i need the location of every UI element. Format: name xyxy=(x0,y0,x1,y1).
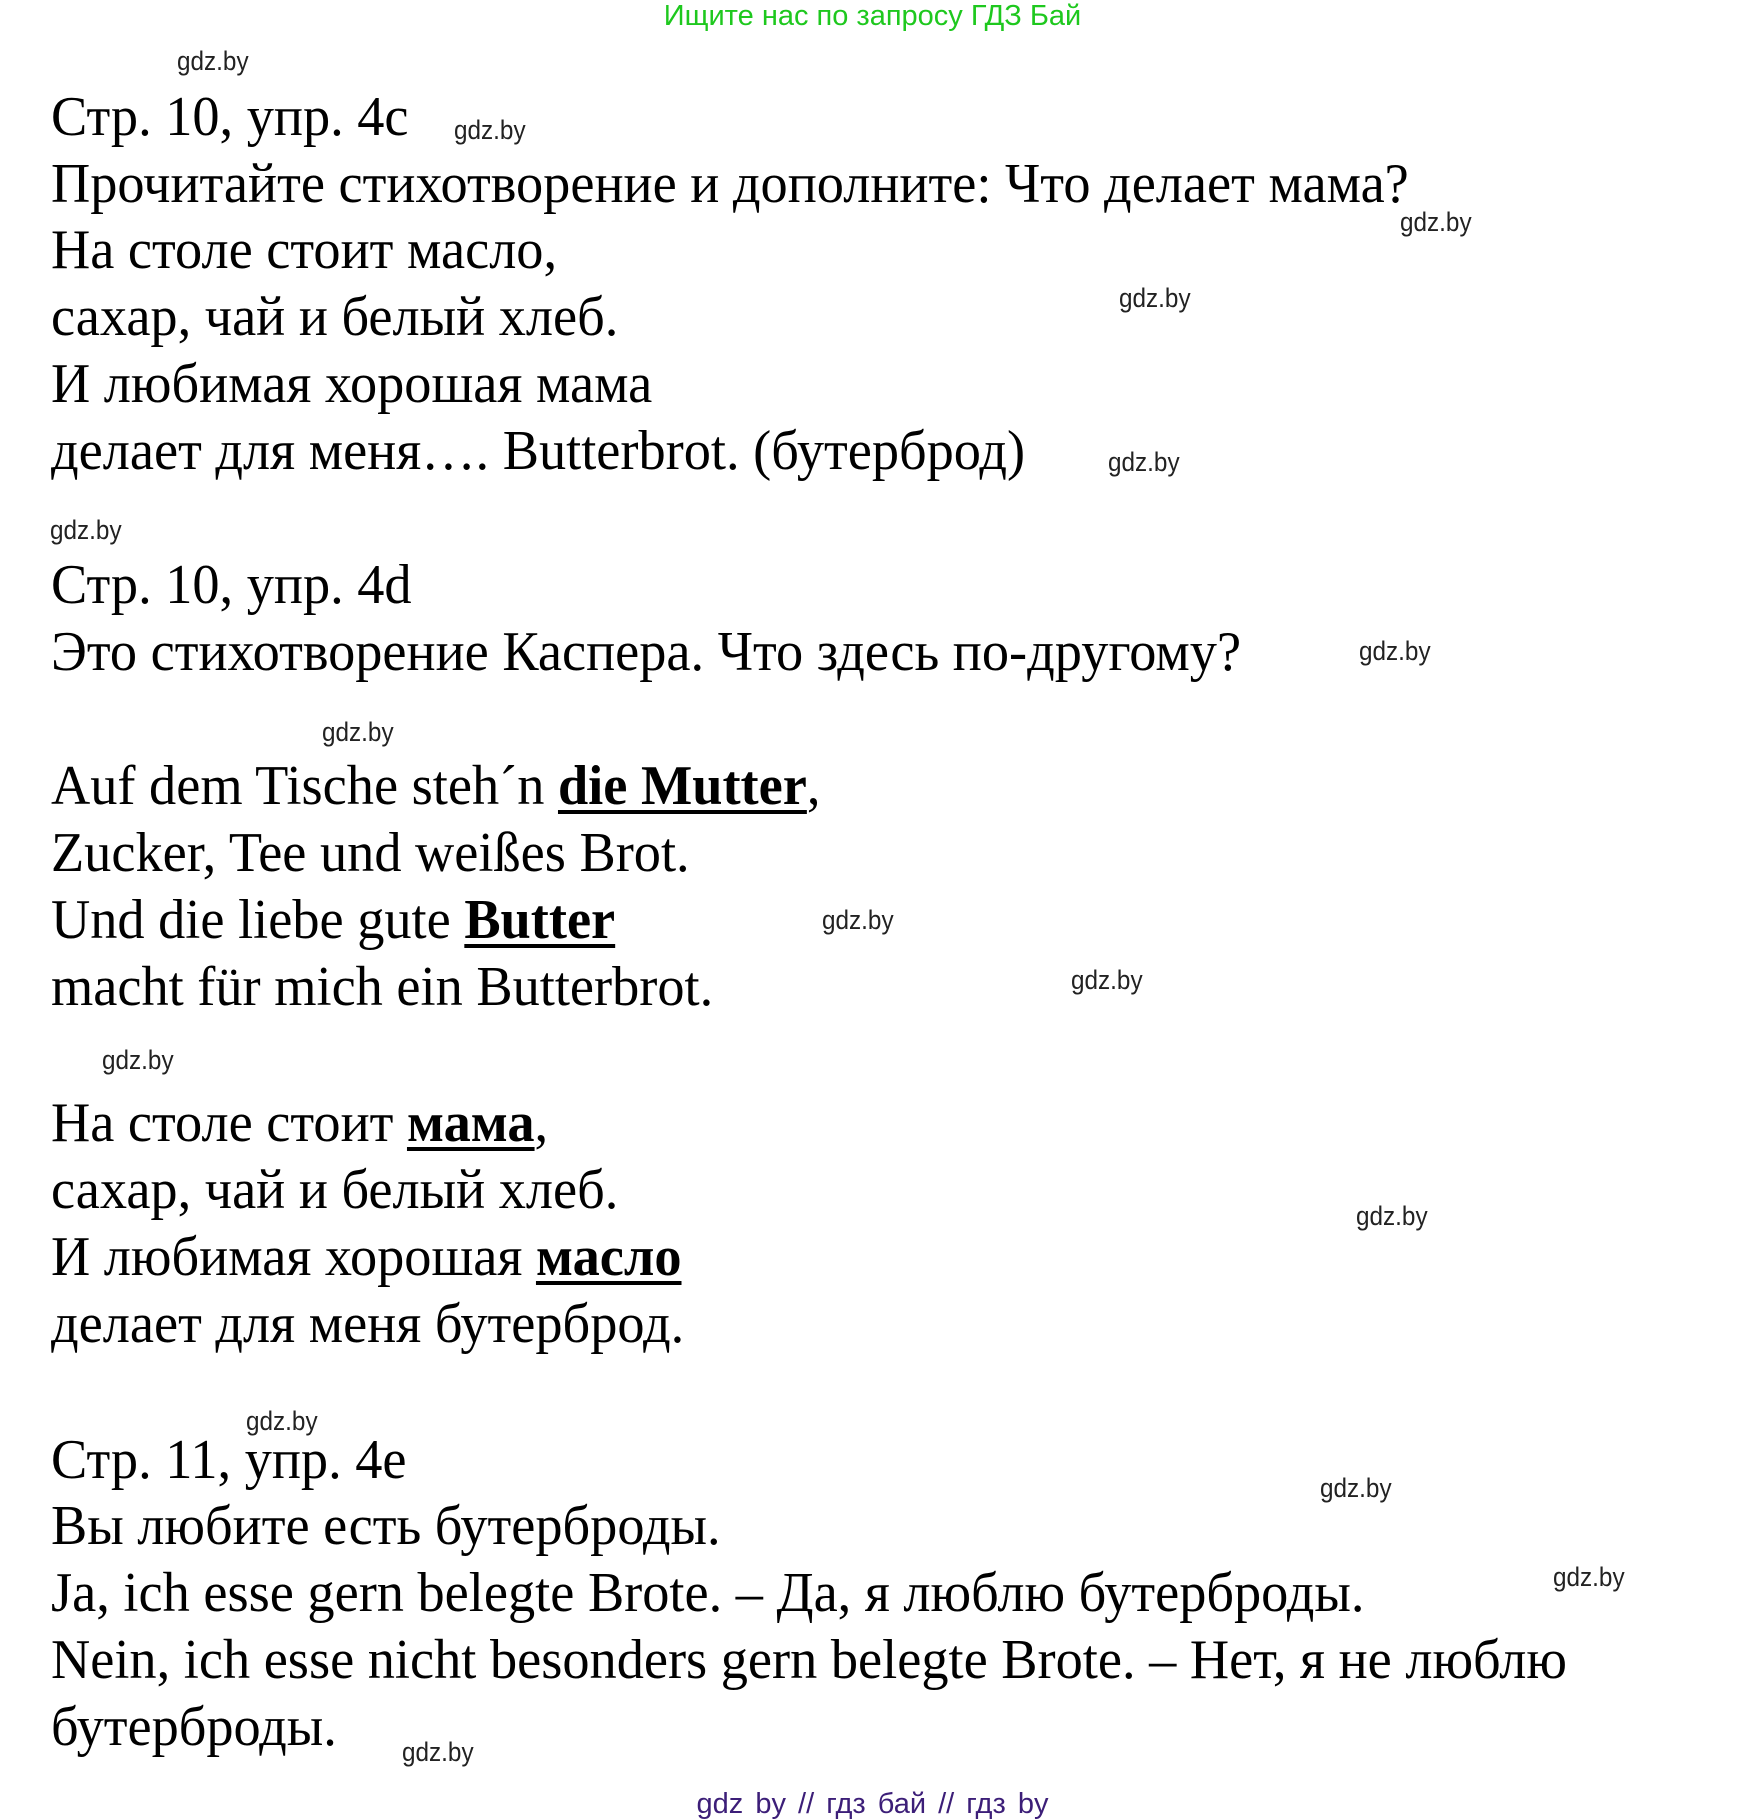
text: На столе стоит xyxy=(51,1092,407,1154)
watermark: gdz.by xyxy=(1359,636,1431,666)
highlighted-word: масло xyxy=(535,1226,682,1288)
poem-line: И любимая хорошая мама xyxy=(51,353,653,415)
watermark: gdz.by xyxy=(246,1406,318,1436)
poem-de-line-2: Zucker, Tee und weißes Brot. xyxy=(51,822,690,884)
poem-line-answer: делает для меня…. Butterbrot. (бутерброд) xyxy=(51,420,1026,482)
watermark: gdz.by xyxy=(1356,1201,1428,1231)
highlighted-word: die Mutter xyxy=(557,755,807,817)
watermark: gdz.by xyxy=(402,1737,474,1767)
text: И любимая хорошая xyxy=(51,1226,536,1288)
poem-line: сахар, чай и белый хлеб. xyxy=(51,286,619,348)
watermark: gdz.by xyxy=(50,515,122,545)
poem-ru-line-3 xyxy=(51,1225,682,1289)
section-title-4e: Стр. 11, упр. 4е xyxy=(51,1429,407,1491)
task-text: Это стихотворение Каспера. Что здесь по-другому? xyxy=(51,621,1242,683)
watermark: gdz.by xyxy=(1320,1473,1392,1503)
watermark: gdz.by xyxy=(1553,1562,1625,1592)
text: Auf dem Tische steh´n xyxy=(51,755,558,817)
highlighted-word: мама xyxy=(406,1092,535,1154)
watermark: gdz.by xyxy=(1119,283,1191,313)
text: Und die liebe gute xyxy=(51,889,465,951)
answer-line: Nein, ich esse nicht besonders gern belegte Brote. – Нет, я не люблю xyxy=(51,1629,1568,1691)
poem-ru-line-1 xyxy=(51,1091,548,1155)
watermark: gdz.by xyxy=(177,46,249,76)
section-title-4d: Стр. 10, упр. 4d xyxy=(51,554,412,616)
watermark: gdz.by xyxy=(454,115,526,145)
poem-de-line-3 xyxy=(51,888,615,952)
watermark: gdz.by xyxy=(1108,447,1180,477)
task-text: Вы любите есть бутерброды. xyxy=(51,1495,721,1557)
watermark: gdz.by xyxy=(1071,965,1143,995)
poem-ru-line-4: делает для меня бутерброд. xyxy=(51,1293,685,1355)
poem-de-line-4: macht für mich ein Butterbrot. xyxy=(51,956,714,1018)
task-text: Прочитайте стихотворение и дополните: Что делает мама? xyxy=(51,153,1409,215)
watermark: gdz.by xyxy=(822,905,894,935)
highlighted-word: Butter xyxy=(464,889,616,951)
poem-line: На столе стоит масло, xyxy=(51,219,558,281)
watermark: gdz.by xyxy=(322,717,394,747)
answer-line: бутерброды. xyxy=(51,1696,337,1758)
poem-ru-line-2: сахар, чай и белый хлеб. xyxy=(51,1159,619,1221)
poem-de-line-1 xyxy=(51,754,820,818)
footer-links: gdz by // гдз бай // гдз by xyxy=(696,1788,1049,1820)
watermark: gdz.by xyxy=(102,1045,174,1075)
search-banner: Ищите нас по запросу ГДЗ Бай xyxy=(663,0,1082,32)
answer-line: Ja, ich esse gern belegte Brote. – Да, я люблю бутерброды. xyxy=(51,1562,1365,1624)
section-title-4c: Стр. 10, упр. 4с xyxy=(51,86,409,148)
text: , xyxy=(534,1092,549,1154)
text: , xyxy=(806,755,821,817)
watermark: gdz.by xyxy=(1400,207,1472,237)
